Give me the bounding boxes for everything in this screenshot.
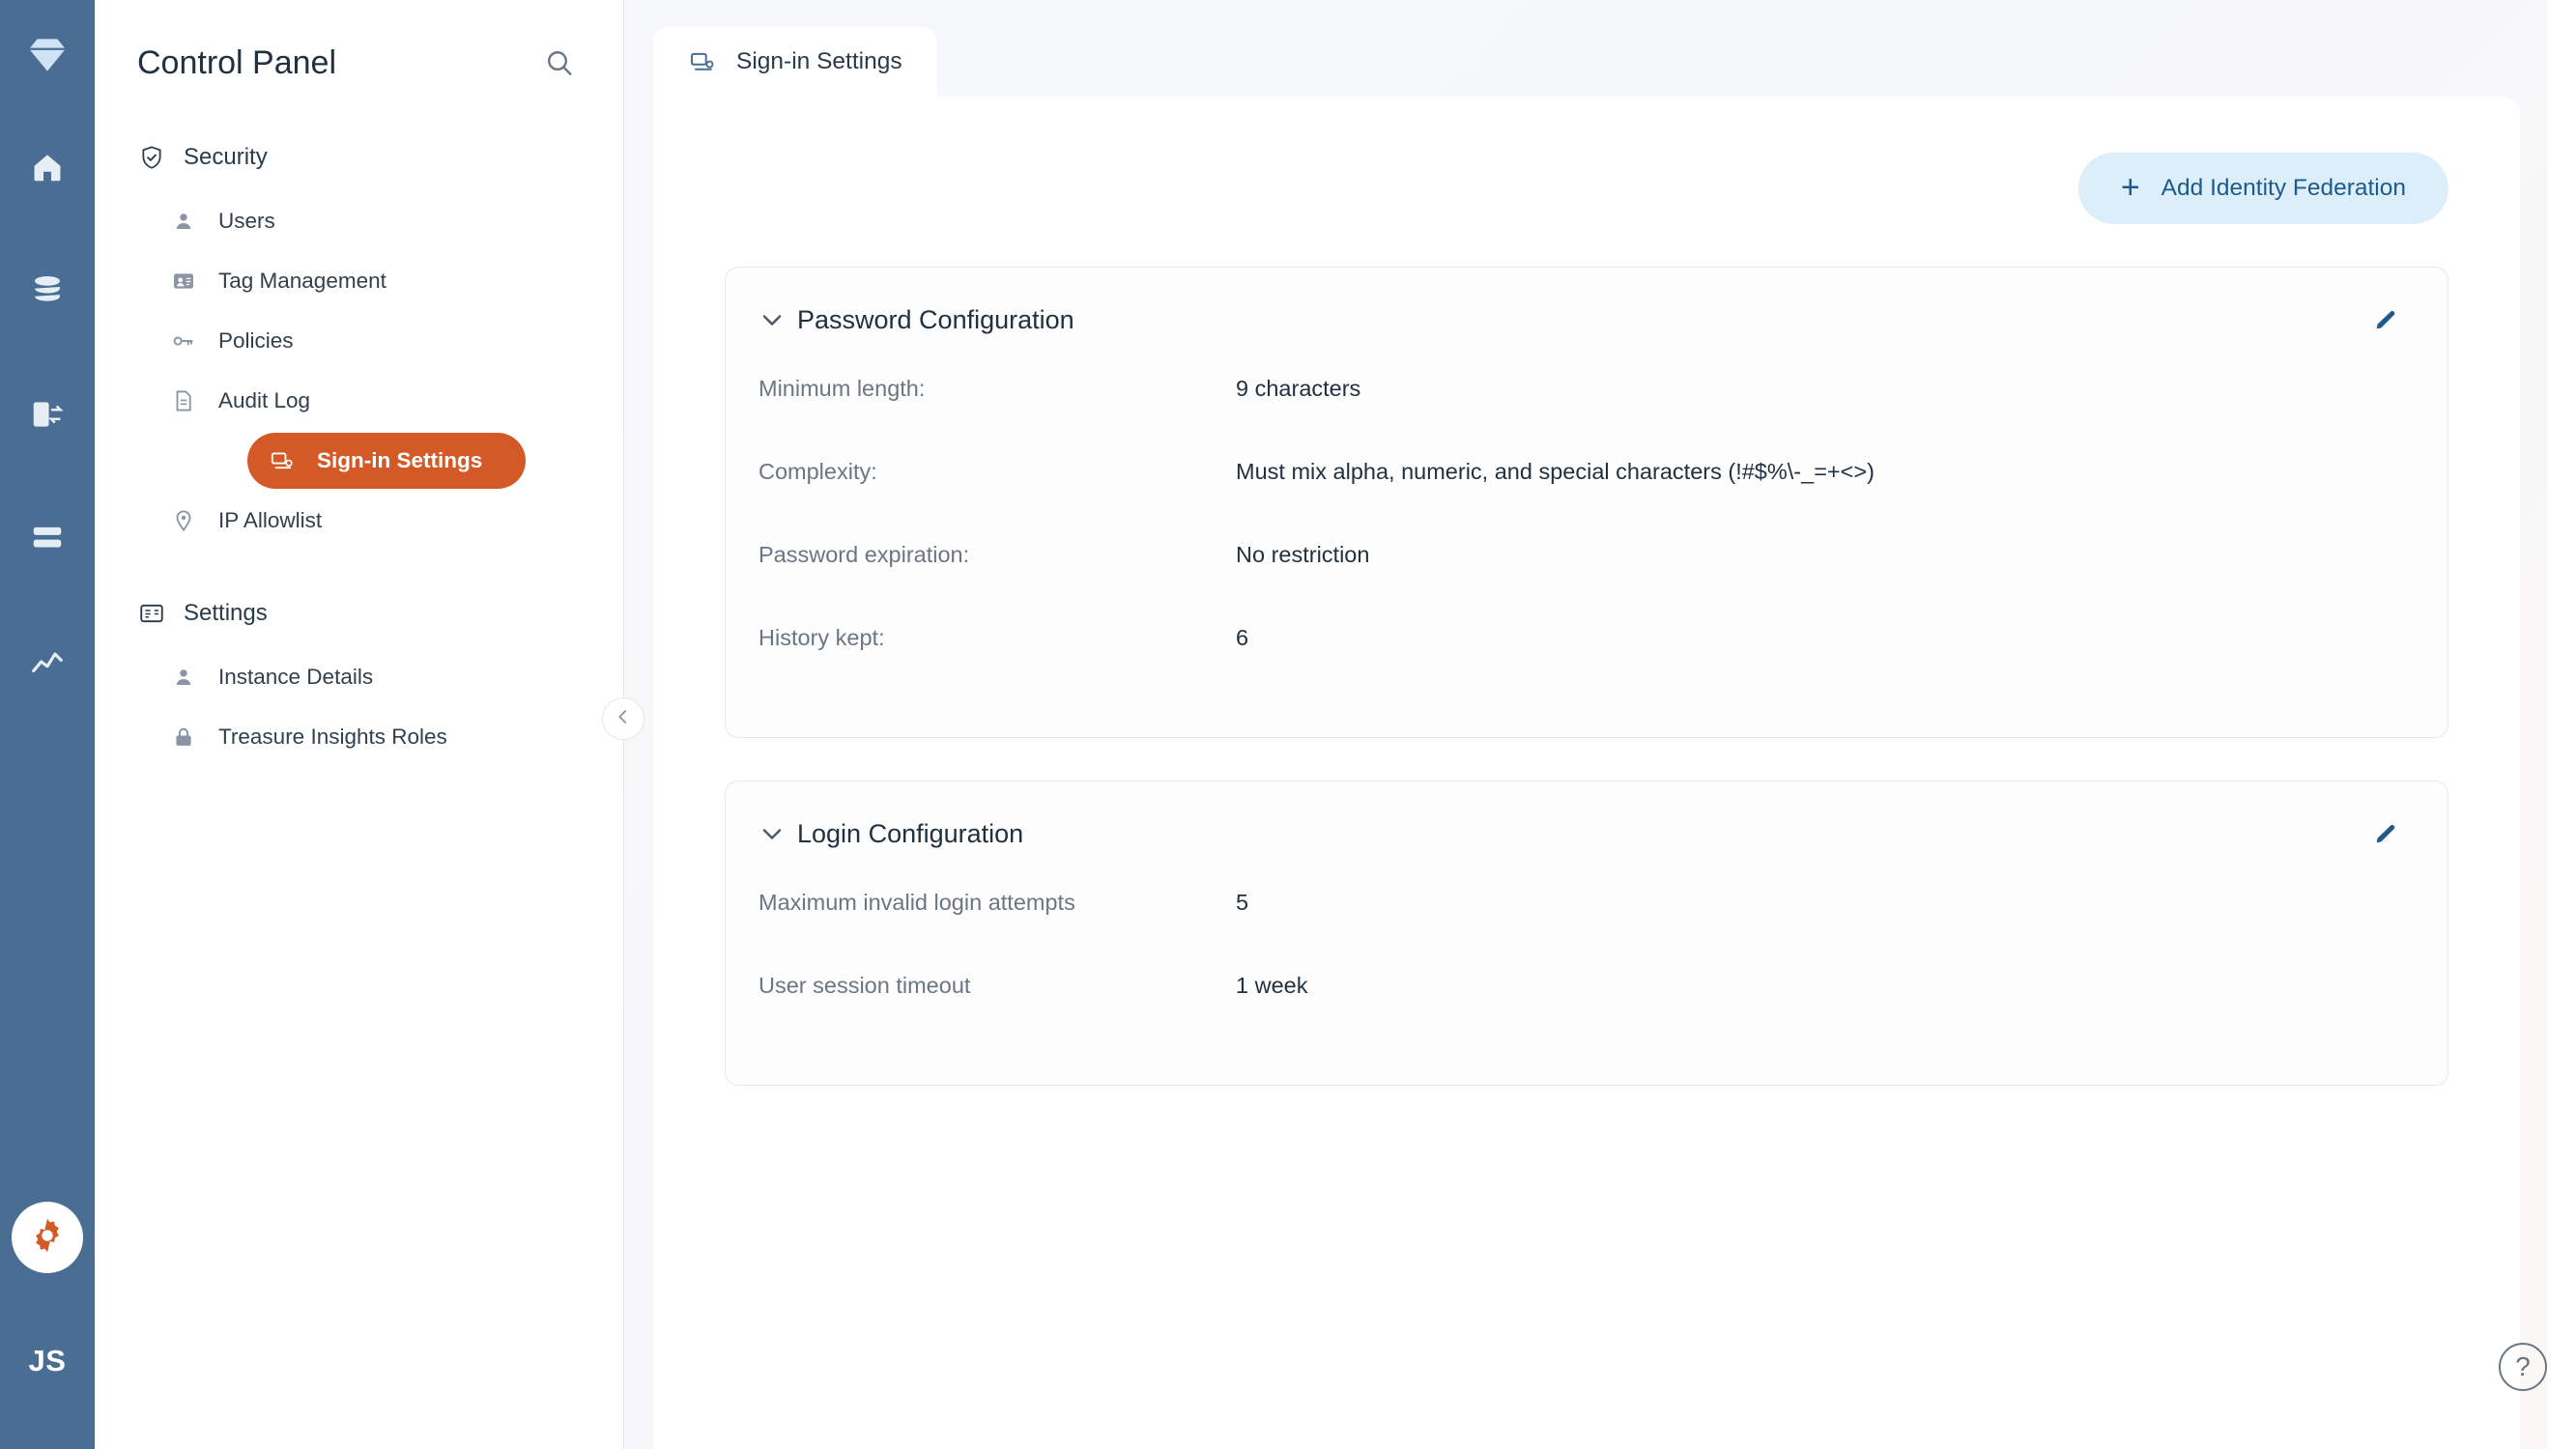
sidebar-item-ip-allowlist[interactable] bbox=[149, 493, 585, 549]
document-icon bbox=[170, 387, 197, 414]
database-icon bbox=[29, 272, 66, 314]
sidebar-item-label: Users bbox=[218, 209, 275, 233]
chevron-down-icon[interactable] bbox=[747, 809, 797, 859]
sidebar-group-security bbox=[95, 135, 623, 549]
detail-value: 5 bbox=[1236, 890, 1249, 915]
detail-value: 9 characters bbox=[1236, 376, 1361, 401]
detail-value: Must mix alpha, numeric, and special characters (!#$%\-_=+<>) bbox=[1236, 459, 1875, 484]
sign-in-icon bbox=[269, 447, 296, 474]
sidebar-item-label: Policies bbox=[218, 328, 294, 353]
diamond-logo-icon[interactable] bbox=[21, 29, 73, 81]
sidebar-item-label: IP Allowlist bbox=[218, 508, 323, 532]
sidebar-group-label: Settings bbox=[184, 600, 268, 626]
detail-value: 1 week bbox=[1236, 973, 1308, 998]
user-icon bbox=[170, 664, 197, 691]
detail-row bbox=[726, 372, 2447, 455]
settings-card-icon bbox=[137, 599, 166, 628]
sidebar-item-audit-log[interactable] bbox=[149, 373, 585, 429]
card-login-configuration bbox=[725, 781, 2448, 1086]
tab-sign-in-settings[interactable] bbox=[653, 27, 937, 97]
detail-key: History kept: bbox=[758, 625, 885, 650]
detail-key: Complexity: bbox=[758, 459, 877, 484]
sidebar-item-label: Instance Details bbox=[218, 665, 374, 689]
user-icon bbox=[170, 208, 197, 235]
detail-key: Minimum length: bbox=[758, 376, 926, 401]
card-title: Password Configuration bbox=[797, 304, 1074, 334]
detail-row bbox=[726, 621, 2447, 704]
detail-value: 6 bbox=[1236, 625, 1249, 650]
chevron-left-icon bbox=[613, 706, 634, 732]
key-icon bbox=[170, 327, 197, 355]
toolbar bbox=[725, 137, 2448, 224]
sidebar-group-label: Security bbox=[184, 144, 268, 170]
card-header bbox=[726, 268, 2447, 372]
gear-icon bbox=[26, 1214, 69, 1262]
sidebar-item-label: Tag Management bbox=[218, 269, 386, 293]
rail-item-settings[interactable] bbox=[12, 1202, 83, 1273]
help-button[interactable] bbox=[2499, 1343, 2547, 1391]
question-mark-icon: ? bbox=[2515, 1351, 2531, 1381]
detail-row bbox=[726, 538, 2447, 621]
data-transfer-icon bbox=[29, 396, 66, 438]
plus-icon: + bbox=[2120, 168, 2140, 206]
pencil-icon[interactable] bbox=[2361, 295, 2411, 345]
sidebar-item-label: Audit Log bbox=[218, 388, 311, 412]
sidebar-group-header-settings[interactable] bbox=[95, 591, 623, 636]
sidebar-nav-settings bbox=[95, 649, 623, 765]
rail-item-databases[interactable] bbox=[17, 263, 77, 323]
sidebar-nav-security bbox=[95, 193, 623, 549]
sidebar bbox=[95, 0, 624, 1449]
rail-item-analytics[interactable] bbox=[17, 634, 77, 694]
shield-check-icon bbox=[137, 143, 166, 172]
sidebar-header bbox=[95, 33, 623, 93]
sidebar-item-instance-details[interactable] bbox=[149, 649, 585, 705]
sidebar-item-treasure-insights-roles[interactable] bbox=[149, 709, 585, 765]
add-identity-federation-button[interactable] bbox=[2078, 153, 2448, 224]
detail-key: Password expiration: bbox=[758, 542, 970, 567]
search-icon[interactable] bbox=[538, 42, 581, 84]
main-area bbox=[624, 0, 2576, 1449]
card-password-configuration bbox=[725, 267, 2448, 738]
avatar[interactable] bbox=[17, 1331, 77, 1391]
page-title: Control Panel bbox=[137, 43, 337, 81]
detail-row bbox=[726, 886, 2447, 969]
tabstrip bbox=[624, 0, 2576, 97]
location-pin-icon bbox=[170, 507, 197, 534]
chevron-down-icon[interactable] bbox=[747, 295, 797, 345]
sidebar-item-label: Treasure Insights Roles bbox=[218, 724, 447, 749]
detail-key: User session timeout bbox=[758, 973, 971, 998]
analytics-icon bbox=[29, 643, 66, 685]
detail-value: No restriction bbox=[1236, 542, 1370, 567]
sidebar-item-users[interactable] bbox=[149, 193, 585, 249]
sidebar-item-tag-management[interactable] bbox=[149, 253, 585, 309]
sidebar-group-header-security[interactable] bbox=[95, 135, 623, 180]
sign-in-icon bbox=[688, 47, 717, 76]
sidebar-item-policies[interactable] bbox=[149, 313, 585, 369]
sidebar-collapse-button[interactable] bbox=[602, 697, 644, 740]
content-panel bbox=[653, 97, 2520, 1449]
sidebar-item-sign-in-settings[interactable] bbox=[247, 433, 526, 489]
rail-item-data-transfer[interactable] bbox=[17, 386, 77, 446]
home-icon bbox=[29, 149, 66, 190]
rail-item-jobs[interactable] bbox=[17, 510, 77, 570]
add-identity-federation-label: Add Identity Federation bbox=[2161, 175, 2406, 201]
sidebar-group-settings bbox=[95, 591, 623, 765]
card-header bbox=[726, 781, 2447, 886]
tag-card-icon bbox=[170, 268, 197, 295]
detail-row bbox=[726, 455, 2447, 538]
card-title: Login Configuration bbox=[797, 818, 1024, 848]
lock-icon bbox=[170, 724, 197, 751]
right-edge-spacer bbox=[2547, 0, 2576, 1449]
pencil-icon[interactable] bbox=[2361, 809, 2411, 859]
avatar-initials: JS bbox=[28, 1344, 67, 1378]
rail-item-home[interactable] bbox=[17, 139, 77, 199]
jobs-icon bbox=[29, 520, 66, 561]
detail-row bbox=[726, 969, 2447, 1052]
sidebar-item-label: Sign-in Settings bbox=[317, 448, 483, 472]
tab-label: Sign-in Settings bbox=[736, 48, 902, 74]
icon-rail bbox=[0, 0, 95, 1449]
detail-key: Maximum invalid login attempts bbox=[758, 890, 1075, 915]
